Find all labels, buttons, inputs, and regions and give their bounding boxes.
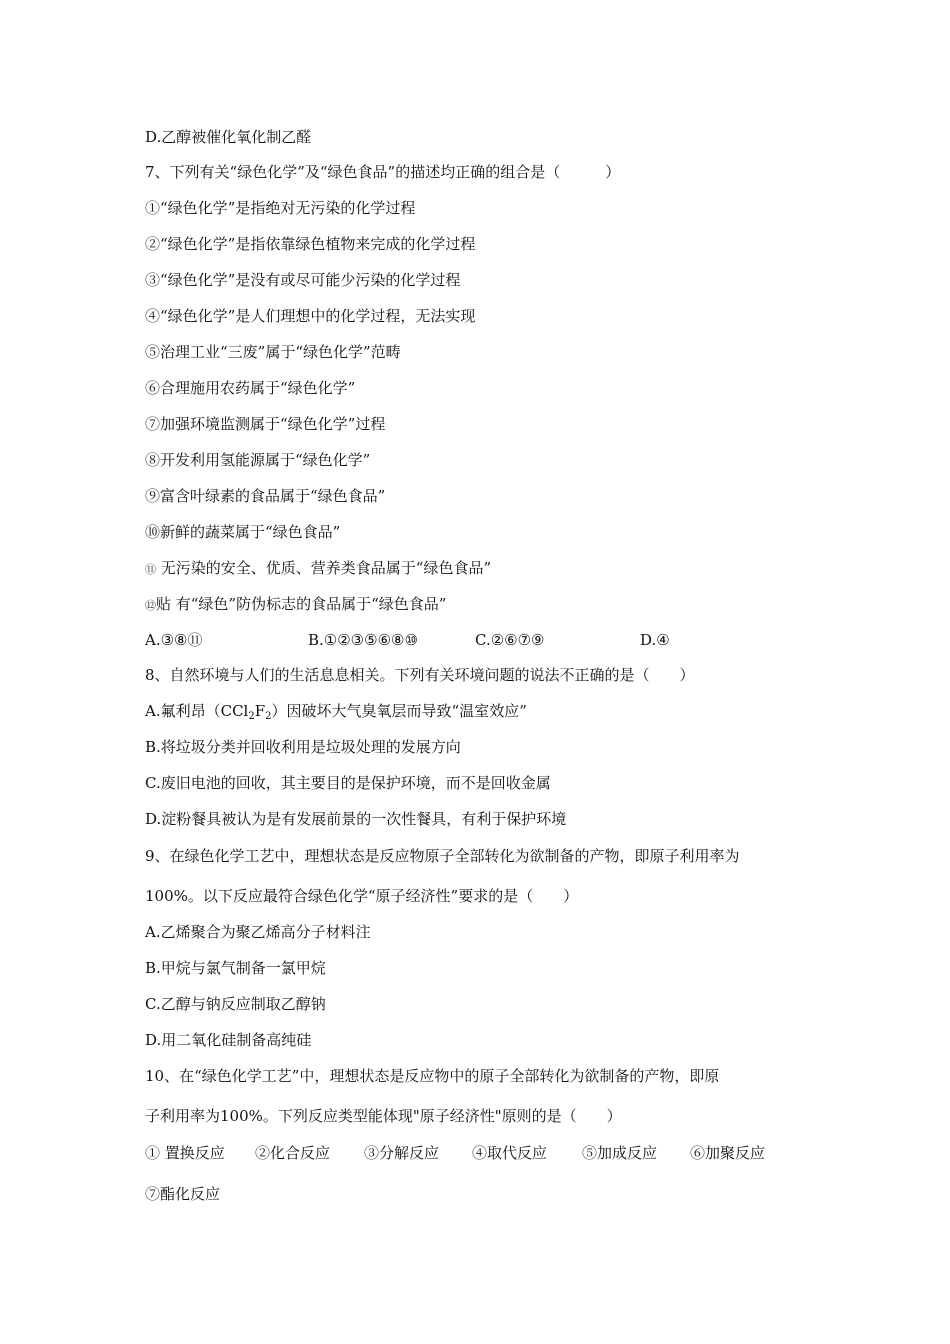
q8-option-c: C.废旧电池的回收，其主要目的是保护环境，而不是回收金属 xyxy=(145,774,551,792)
q7-item-7: ⑦加强环境监测属于“绿色化学”过程 xyxy=(145,415,386,433)
q7-item-2: ②“绿色化学”是指依靠绿色植物来完成的化学过程 xyxy=(145,235,476,253)
q10-stem-line-2: 子利用率为100%。下列反应类型能体现"原子经济性"原则的是（ ） xyxy=(145,1107,622,1125)
q8-subscript-2: 2 xyxy=(265,711,272,722)
q8-option-a-pre: A.氟利昂（CCl xyxy=(145,702,249,720)
q9-option-d: D.用二氧化硅制备高纯硅 xyxy=(145,1031,312,1049)
q7-item-1: ①“绿色化学”是指绝对无污染的化学过程 xyxy=(145,199,416,217)
q7-item-5: ⑤治理工业“三废”属于“绿色化学”范畴 xyxy=(145,343,401,361)
q7-item-6: ⑥合理施用农药属于“绿色化学” xyxy=(145,379,356,397)
q7-item-11-mark: ⑪ xyxy=(145,563,156,576)
q10-option-1: ① 置换反应 xyxy=(145,1144,225,1162)
q9-stem-line-1: 9、在绿色化学工艺中，理想状态是反应物原子全部转化为欲制备的产物，即原子利用率为 xyxy=(145,847,740,865)
q7-option-c: C.②⑥⑦⑨ xyxy=(475,631,545,649)
q8-option-b: B.将垃圾分类并回收利用是垃圾处理的发展方向 xyxy=(145,738,461,756)
q7-item-9: ⑨富含叶绿素的食品属于“绿色食品” xyxy=(145,487,386,505)
q10-option-4: ④取代反应 xyxy=(472,1144,548,1162)
q7-option-a: A.③⑧⑪ xyxy=(145,631,203,649)
q8-stem: 8、自然环境与人们的生活息息相关。下列有关环境问题的说法不正确的是（ ） xyxy=(145,666,695,684)
q6-option-d: D.乙醇被催化氧化制乙醛 xyxy=(145,128,312,146)
q7-item-4: ④“绿色化学”是人们理想中的化学过程，无法实现 xyxy=(145,307,476,325)
q7-item-12-text: 贴 有“绿色”防伪标志的食品属于“绿色食品” xyxy=(156,595,447,613)
q7-item-12 xyxy=(145,594,446,616)
q7-item-11 xyxy=(145,558,491,580)
q7-stem: 7、下列有关“绿色化学”及“绿色食品”的描述均正确的组合是（ ） xyxy=(145,163,621,181)
q9-option-b: B.甲烷与氯气制备一氯甲烷 xyxy=(145,959,326,977)
q10-option-7: ⑦酯化反应 xyxy=(145,1185,221,1203)
q7-item-10: ⑩新鲜的蔬菜属于“绿色食品” xyxy=(145,523,341,541)
q8-option-d: D.淀粉餐具被认为是有发展前景的一次性餐具，有利于保护环境 xyxy=(145,810,567,828)
q7-item-11-text: 无污染的安全、优质、营养类食品属于“绿色食品” xyxy=(156,559,492,577)
q7-item-3: ③“绿色化学”是没有或尽可能少污染的化学过程 xyxy=(145,271,461,289)
q7-option-b: B.①②③⑤⑥⑧⑩ xyxy=(308,631,418,649)
q10-option-3: ③分解反应 xyxy=(364,1144,440,1162)
q9-option-a: A.乙烯聚合为聚乙烯高分子材料注 xyxy=(145,923,371,941)
q7-item-8: ⑧开发利用氢能源属于“绿色化学” xyxy=(145,451,371,469)
q10-option-6: ⑥加聚反应 xyxy=(690,1144,766,1162)
q8-option-a-mid: F xyxy=(254,702,266,720)
q8-subscript-1: 2 xyxy=(248,711,255,722)
q10-option-2: ②化合反应 xyxy=(255,1144,331,1162)
q7-item-12-mark: ⑫ xyxy=(145,599,156,612)
q9-option-c: C.乙醇与钠反应制取乙醇钠 xyxy=(145,995,326,1013)
q10-option-5: ⑤加成反应 xyxy=(582,1144,658,1162)
q7-option-d: D.④ xyxy=(640,631,670,649)
q9-stem-line-2: 100%。以下反应最符合绿色化学“原子经济性”要求的是（ ） xyxy=(145,887,579,905)
q8-option-a xyxy=(145,701,527,727)
q8-option-a-post: ）因破坏大气臭氧层而导致“温室效应” xyxy=(271,702,527,720)
q10-stem-line-1: 10、在“绿色化学工艺”中，理想状态是反应物中的原子全部转化为欲制备的产物，即原 xyxy=(145,1067,720,1085)
